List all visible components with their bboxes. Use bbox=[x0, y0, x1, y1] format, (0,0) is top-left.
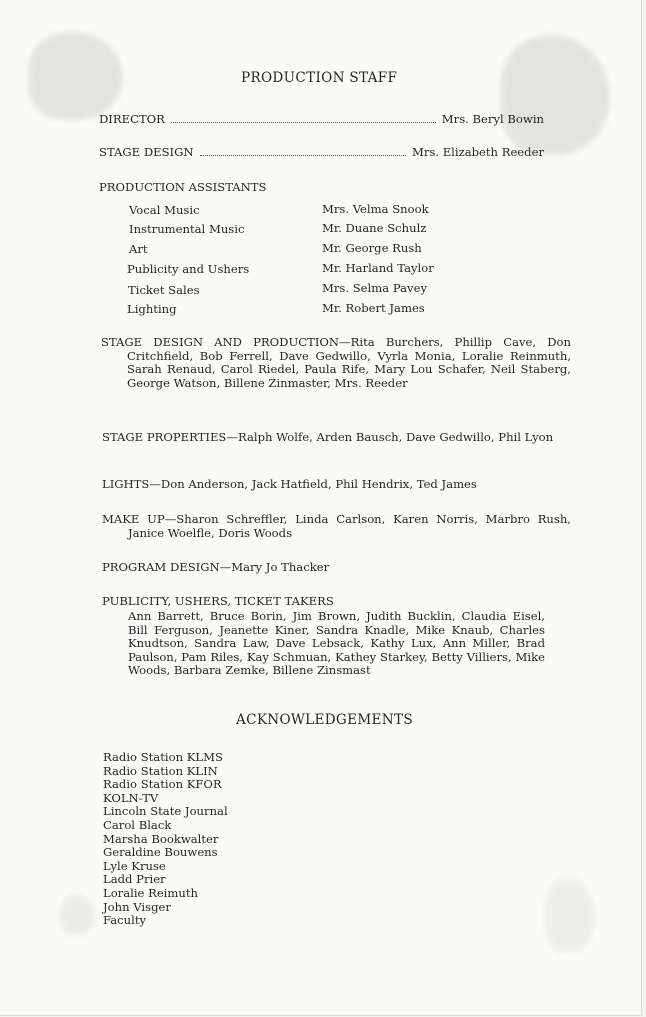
director-name: Mrs. Beryl Bowin bbox=[441, 112, 544, 126]
page-stain bbox=[545, 878, 595, 953]
acknowledgement-item: Loralie Reimuth bbox=[103, 885, 198, 900]
assistant-name: Mr. Harland Taylor bbox=[322, 261, 434, 275]
program-design-credits: PROGRAM DESIGN—Mary Jo Thacker bbox=[102, 560, 330, 574]
assistant-role: Art bbox=[129, 242, 148, 256]
dot-leader bbox=[200, 146, 406, 156]
page-stain bbox=[60, 895, 95, 935]
acknowledgement-item: Ladd Prier bbox=[103, 872, 166, 887]
acknowledgement-item: Faculty bbox=[103, 913, 147, 928]
acknowledgements-list bbox=[103, 751, 228, 928]
publicity-credits: Ann Barrett, Bruce Borin, Jim Brown, Judith Bucklin, Claudia Eisel, Bill Ferguson, Jeanette Kiner, Sandra Knadle, Mike Knaub, Charles Knudtson, Sandra Law, Dave Lebsack, Kathy Lux, Ann Miller, Brad Paulson, Pam Riles, Kay Schmuan, Kathey Starkey, Betty Villiers, Mike Woods, Barbara Zemke, Billene Zinsmast bbox=[128, 609, 545, 677]
page-stain bbox=[28, 32, 123, 120]
stage-design-production-credits: STAGE DESIGN AND PRODUCTION—Rita Burchers, Phillip Cave, Don Critchfield, Bob Ferrell, Dave Gedwillo, Vyrla Monia, Loralie Reinmuth, Sarah Renaud, Carol Riedel, Paula Rife, Mary Lou Schafer, Neil Staberg, George Watson, Billene Zinmaster, Mrs. Reeder bbox=[101, 335, 571, 390]
stage-design-name: Mrs. Elizabeth Reeder bbox=[411, 145, 544, 159]
acknowledgement-item: Lyle Kruse bbox=[103, 858, 166, 873]
acknowledgements-heading: ACKNOWLEDGEMENTS bbox=[236, 712, 413, 728]
assistant-role: Ticket Sales bbox=[128, 283, 200, 297]
assistant-role: Instrumental Music bbox=[129, 222, 245, 236]
acknowledgement-item: Radio Station KLIN bbox=[103, 763, 218, 778]
assistant-role: Lighting bbox=[127, 302, 177, 316]
acknowledgement-item: KOLN-TV bbox=[103, 790, 159, 805]
production-assistants-heading: PRODUCTION ASSISTANTS bbox=[99, 180, 267, 194]
acknowledgement-item: Radio Station KLMS bbox=[103, 750, 223, 764]
production-staff-heading: PRODUCTION STAFF bbox=[241, 70, 398, 86]
stage-design-line bbox=[99, 146, 544, 160]
acknowledgement-item: John Visger bbox=[103, 899, 171, 914]
assistant-name: Mrs. Selma Pavey bbox=[322, 281, 427, 295]
director-line bbox=[99, 113, 544, 127]
assistant-role: Vocal Music bbox=[129, 203, 200, 217]
dot-leader bbox=[171, 113, 436, 123]
stage-properties-credits: STAGE PROPERTIES—Ralph Wolfe, Arden Bausch, Dave Gedwillo, Phil Lyon bbox=[102, 430, 554, 444]
assistant-role: Publicity and Ushers bbox=[127, 262, 250, 276]
make-up-credits: MAKE UP—Sharon Schreffler, Linda Carlson, Karen Norris, Marbro Rush, Janice Woelfle, Doris Woods bbox=[102, 512, 571, 540]
acknowledgement-item: Marsha Bookwalter bbox=[103, 831, 219, 846]
publicity-heading: PUBLICITY, USHERS, TICKET TAKERS bbox=[102, 594, 334, 608]
assistant-name: Mrs. Velma Snook bbox=[322, 202, 429, 216]
assistant-name: Mr. Duane Schulz bbox=[322, 221, 427, 235]
director-label: DIRECTOR bbox=[99, 112, 165, 126]
lights-credits: LIGHTS—Don Anderson, Jack Hatfield, Phil Hendrix, Ted James bbox=[102, 477, 477, 491]
page-stain bbox=[500, 35, 610, 155]
acknowledgement-item: Geraldine Bouwens bbox=[103, 845, 218, 860]
assistant-name: Mr. George Rush bbox=[322, 241, 422, 255]
acknowledgement-item: Radio Station KFOR bbox=[103, 777, 222, 792]
assistant-name: Mr. Robert James bbox=[322, 301, 425, 315]
acknowledgement-item: Carol Black bbox=[103, 817, 172, 832]
stage-design-label: STAGE DESIGN bbox=[99, 145, 194, 159]
acknowledgement-item: Lincoln State Journal bbox=[103, 804, 228, 819]
